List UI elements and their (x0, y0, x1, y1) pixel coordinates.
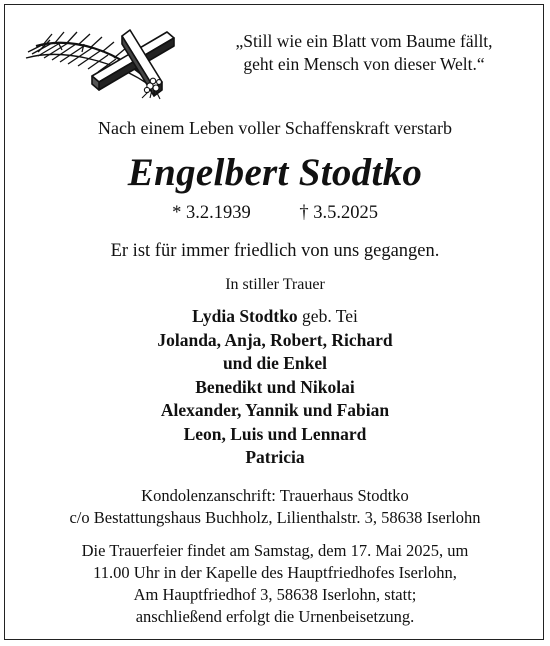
spouse-maiden-name: geb. Tei (297, 306, 358, 326)
life-dates (0, 203, 550, 224)
service-line-4: anschließend erfolgt die Urnenbeisetzung. (135, 607, 415, 626)
cross-with-palm-leaf-icon (22, 22, 190, 106)
birth-date: * 3.2.1939 (172, 203, 251, 223)
family-line: Patricia (245, 447, 305, 467)
service-line-2: 11.00 Uhr in der Kapelle des Hauptfriedhofes Iserlohn, (93, 563, 457, 582)
family-line: Jolanda, Anja, Robert, Richard (157, 329, 393, 350)
intro-text: Nach einem Leben voller Schaffenskraft verstarb (97, 118, 452, 138)
condolence-line-2: c/o Bestattungshaus Buchholz, Lilienthalstr. 3, 58638 Iserlohn (69, 508, 481, 527)
family-line: Leon, Luis und Lennard (183, 423, 367, 444)
family-line: und die Enkel (222, 353, 328, 373)
funeral-service-info (0, 540, 550, 628)
memorial-quote (196, 30, 532, 76)
spouse-line (0, 305, 550, 329)
mourning-text: In stiller Trauer (225, 276, 325, 293)
spouse-name: Lydia Stodtko (192, 306, 298, 326)
quote-line-1: „Still wie ein Blatt vom Baume fällt, (235, 31, 493, 51)
death-date: † 3.5.2025 (299, 203, 378, 223)
closing-text: Er ist für immer friedlich von uns gegangen. (110, 241, 440, 261)
family-list (0, 305, 550, 470)
condolence-line-1: Kondolenzanschrift: Trauerhaus Stodtko (141, 486, 409, 505)
service-line-1: Die Trauerfeier findet am Samstag, dem 17. Mai 2025, um (81, 541, 469, 560)
family-line: Alexander, Yannik und Fabian (160, 400, 390, 420)
family-line: Benedikt und Nikolai (195, 376, 355, 397)
deceased-name: Engelbert Stodtko (127, 151, 423, 194)
condolence-address (0, 485, 550, 529)
quote-line-2: geht ein Mensch von dieser Welt.“ (243, 54, 485, 74)
service-line-3: Am Hauptfriedhof 3, 58638 Iserlohn, statt; (133, 585, 417, 604)
